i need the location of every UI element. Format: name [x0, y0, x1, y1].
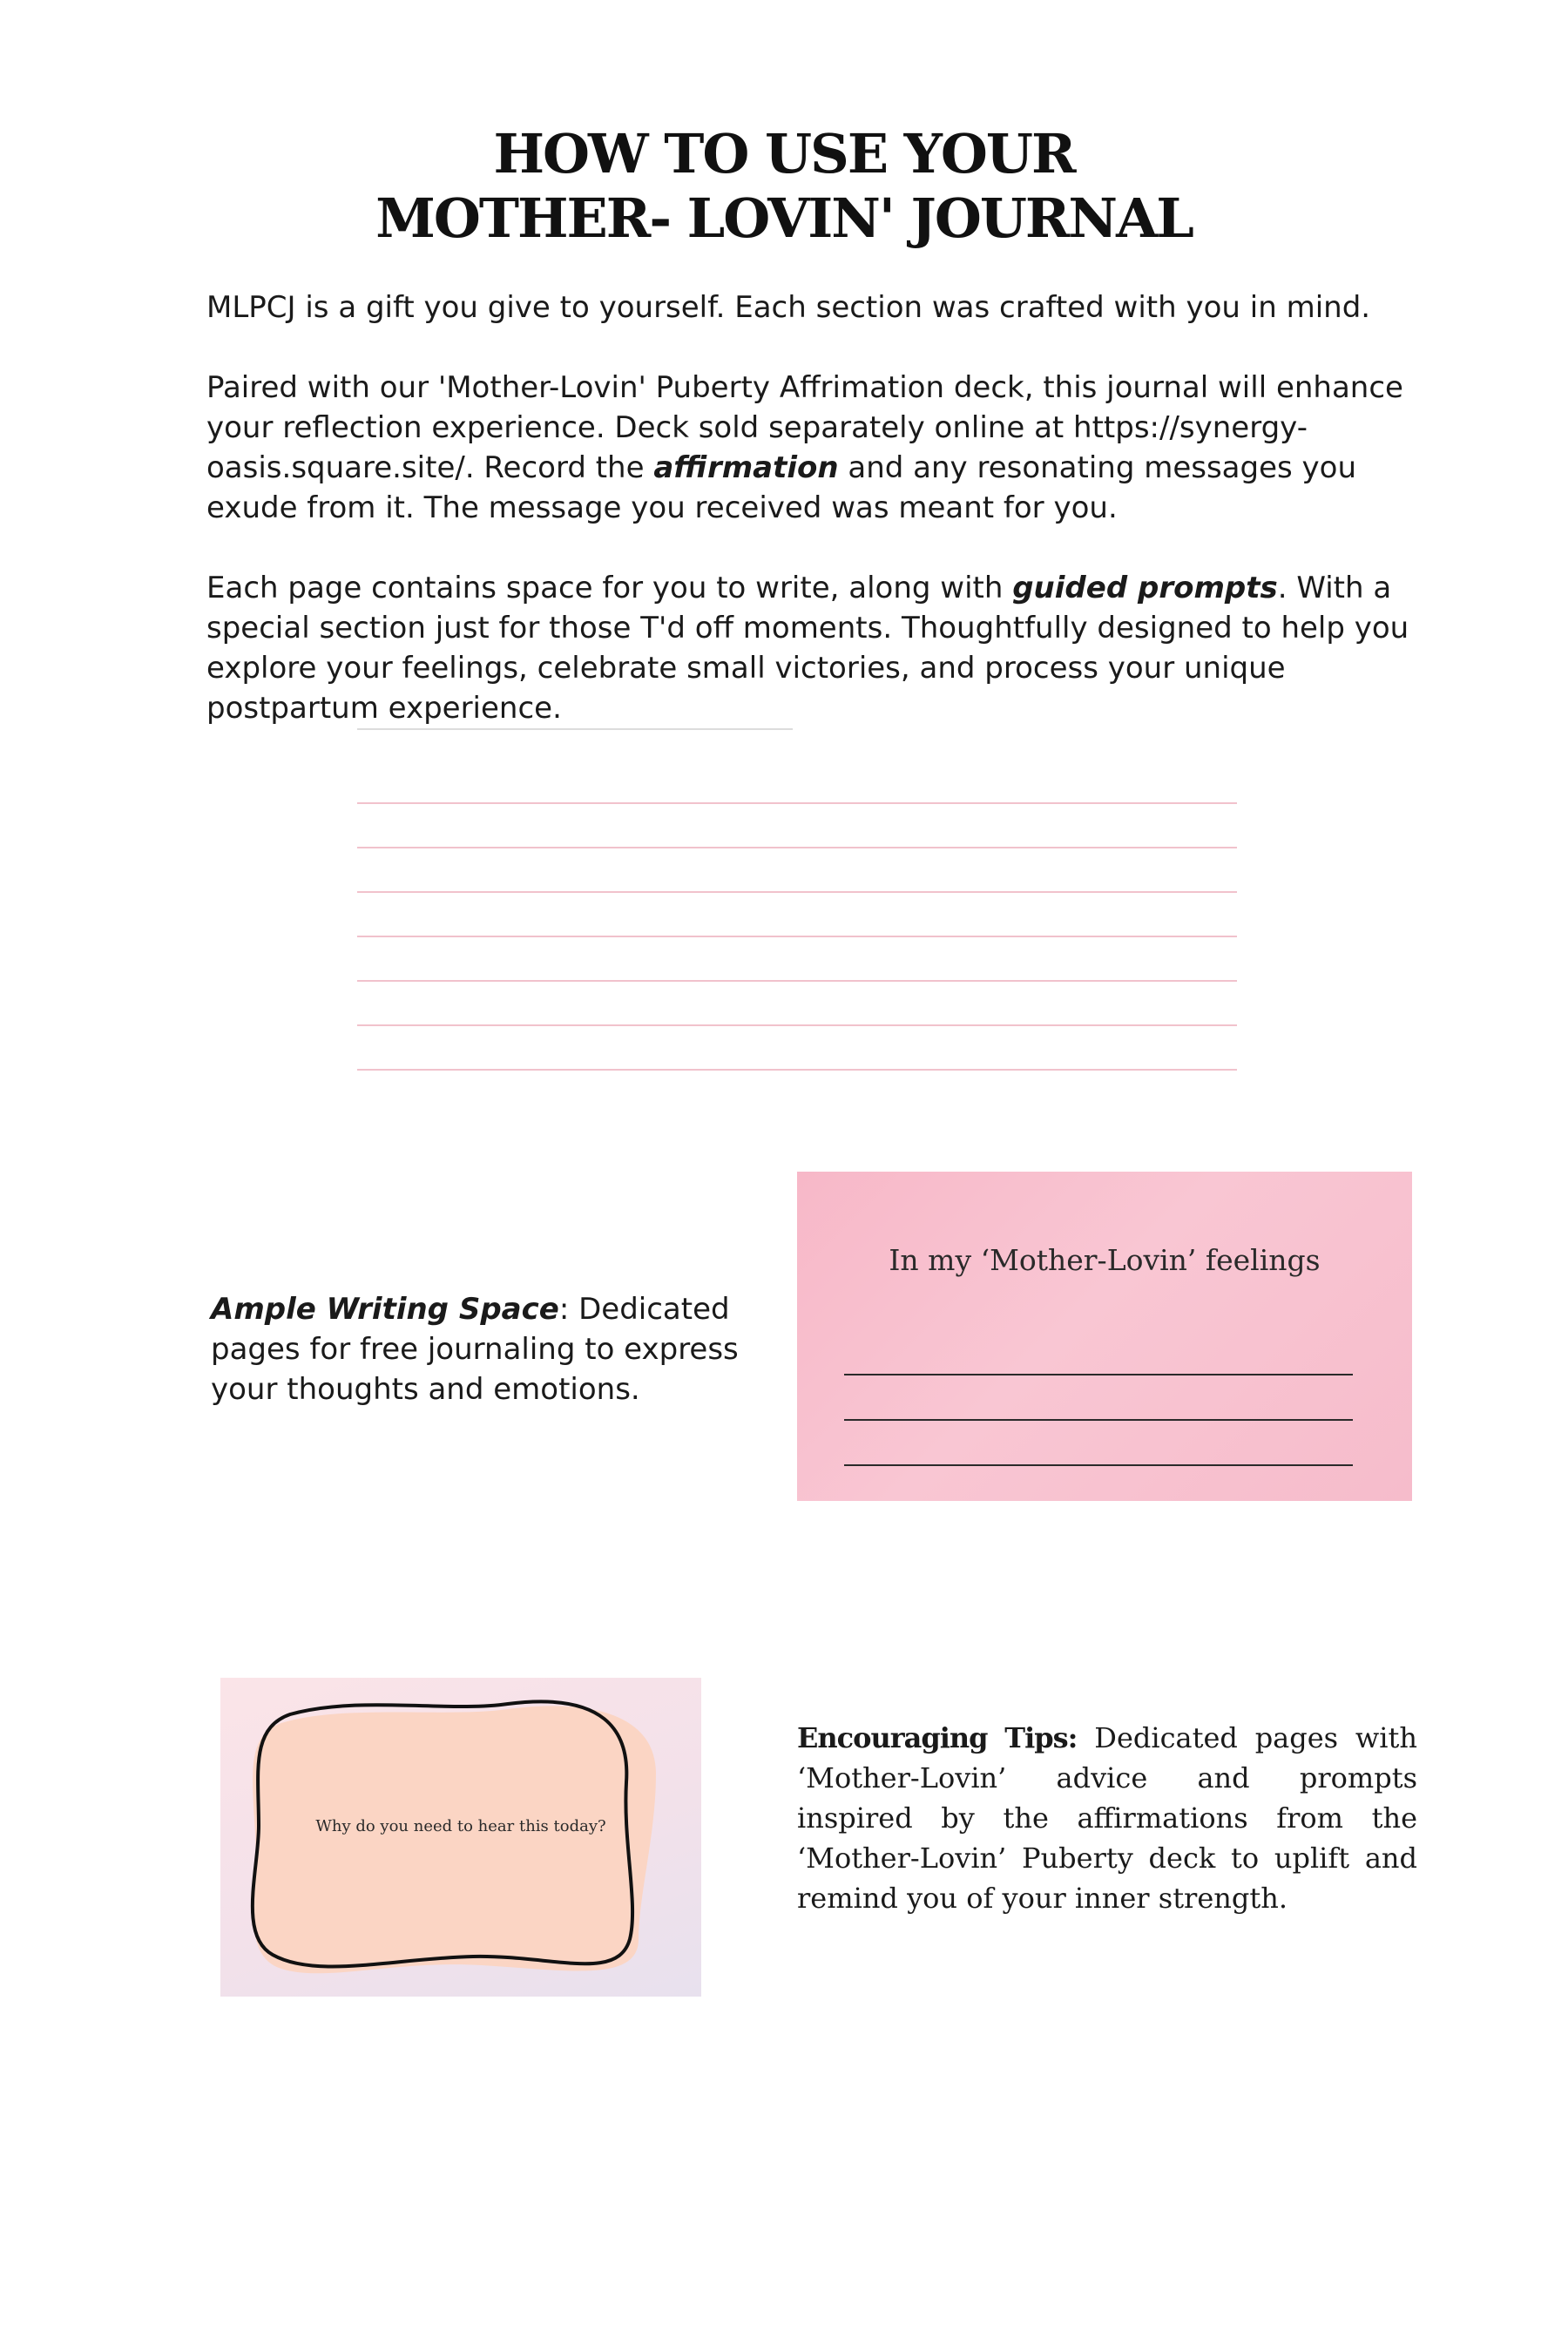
tips-description: Dedicated pages with ‘Mother-Lovin’ advice and prompts inspired by the affirmations from the ‘Mother-Lovin’ Puberty deck to uplift and remind you of your inner strength. — [797, 1721, 1417, 1915]
intro-paragraph-3 — [206, 568, 1443, 728]
ample-description: : Dedicated pages for free journaling to express your thoughts and emotions. — [211, 1292, 739, 1407]
ample-bold: Ample Writing Space — [211, 1292, 559, 1327]
page-title-line-2: MOTHER- LOVIN' JOURNAL — [375, 186, 1193, 250]
intro-p2-bold: affirmation — [653, 450, 839, 485]
intro-p3-bold: guided prompts — [1012, 571, 1278, 605]
writing-line — [357, 1069, 1237, 1071]
intro-p2-text-a: Paired with our 'Mother-Lovin' Puberty Affrimation deck, this journal will enhance your reflection experience. Deck sold separately online at https://synergy-oasis.square.site/. Record the — [206, 370, 1403, 485]
feelings-card-line — [844, 1419, 1353, 1421]
writing-line — [357, 1024, 1237, 1026]
intro-paragraph-2 — [206, 368, 1443, 528]
intro-p1-text: MLPCJ is a gift you give to yourself. Each section was crafted with you in mind. — [206, 290, 1371, 325]
prompt-card-text: Why do you need to hear this today? — [315, 1817, 606, 1835]
feelings-card-line — [844, 1464, 1353, 1466]
writing-line — [357, 847, 1237, 848]
prompt-card-image — [220, 1678, 701, 1997]
intro-p3-text-b: . With a special section just for those T'd off moments. Thoughtfully designed to help you explore your feelings, celebrate small victories, and process your unique postpartum experience. — [206, 571, 1409, 726]
page-title — [0, 122, 1568, 251]
writing-line — [357, 936, 1237, 937]
intro-paragraph-1 — [206, 287, 1443, 328]
writing-line — [357, 802, 1237, 804]
feelings-card-title: In my ‘Mother-Lovin’ feelings — [889, 1243, 1321, 1277]
writing-line — [357, 891, 1237, 893]
writing-line-short — [357, 728, 793, 730]
intro-text — [206, 287, 1443, 768]
intro-p3-text-a: Each page contains space for you to write, along with — [206, 571, 1013, 605]
intro-p2-text-b: and any resonating messages you exude from it. The message you received was meant for you. — [206, 450, 1357, 525]
feelings-card-line — [844, 1374, 1353, 1375]
encouraging-tips-text — [797, 1718, 1417, 1918]
page-title-line-1: HOW TO USE YOUR — [493, 122, 1075, 186]
ample-writing-space-text — [211, 1289, 768, 1409]
writing-line — [357, 980, 1237, 982]
tips-bold: Encouraging Tips: — [797, 1721, 1078, 1754]
feelings-card-image — [797, 1172, 1412, 1501]
blob-shape — [220, 1678, 701, 1997]
